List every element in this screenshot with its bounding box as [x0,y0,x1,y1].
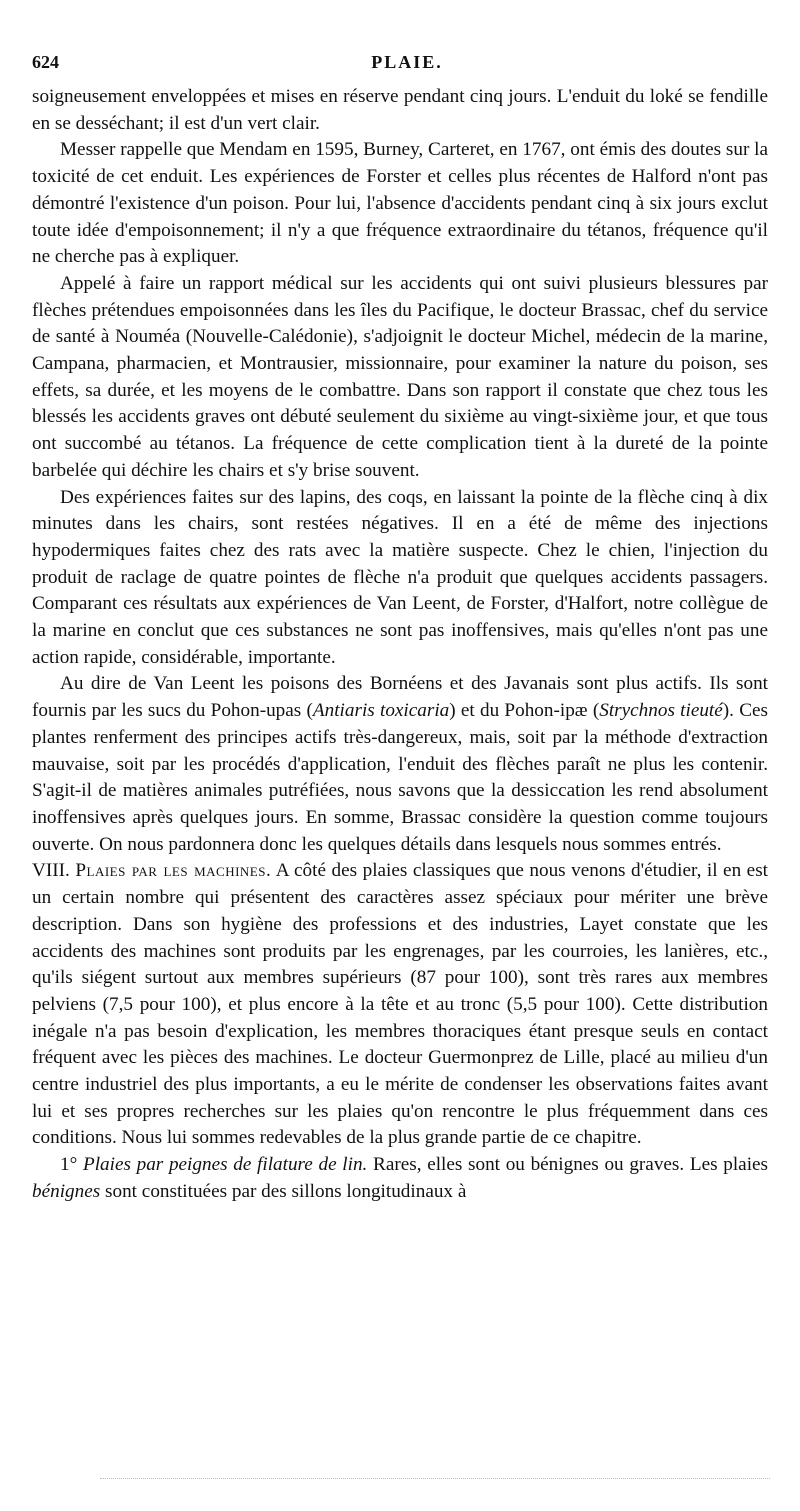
section-heading: Plaies par les machines. [75,860,272,882]
running-head [32,52,782,78]
bottom-rule [100,1478,770,1480]
text-run: Au dire de Van Leent les poisons des Bornéens et des Javanais sont plus actifs. Ils sont fournis par les sucs du Pohon-upas ( [32,673,768,722]
page-number: 624 [32,52,59,72]
text-run: Rares, elles sont ou bénignes ou graves. Les plaies [367,1154,769,1176]
italic-term: bénignes [32,1180,101,1202]
text-run: A côté des plaies classiques que nous venons d'étudier, il en est un certain nombre qui présentent des caractères assez spéciaux pour mériter une brève description. Dans son hygiène des professions et des industries, Layet constate que les accidents des machines sont produits par les engrenages, par les courroies, les lanières, etc., qu'ils siégent surtout aux membres supérieurs (87 pour 100), sont très rares aux membres pelviens (7,5 pour 100), et plus encore à la tête et au tronc (5,5 pour 100). Cette distribution inégale n'a pas besoin d'explication, les membres thoraciques étant presque seuls en contact fréquent avec les pièces des machines. Le docteur Guermonprez de Lille, placé au milieu d'un centre industriel des plus importants, a eu le mérite de condenser les observations faites avant lui et ses propres recherches sur les plaies qu'on rencontre le plus fréquemment dans ces conditions. Nous lui sommes redevables de la plus grande partie de ce chapitre. [32,860,768,1149]
italic-species-name: Antiaris toxicaria [312,700,450,722]
paragraph-section-viii [32,858,768,1152]
paragraph-messer: Messer rappelle que Mendam en 1595, Burney, Carteret, en 1767, ont émis des doutes sur la toxicité de cet enduit. Les expériences de Forster et celles plus récentes de Halford n'ont pas démontré l'existence d'un poison. Pour lui, l'absence d'accidents pendant cinq à six jours exclut toute idée d'empoisonnement; il n'y a que fréquence extraordinaire du tétanos, fréquence qu'il ne cherche pas à expliquer. [32,139,768,268]
paragraph-experiments: Des expériences faites sur des lapins, des coqs, en laissant la pointe de la flèche cinq à dix minutes dans les chairs, sont restées négatives. Il en a été de même des injections hypodermiques faites chez des rats avec la matière suspecte. Chez le chien, l'injection du produit de raclage de quatre pointes de flèche n'a produit que quelques accidents passagers. Comparant ces résultats aux expériences de Van Leent, de Forster, d'Halfort, notre collègue de la marine en conclut que ces substances ne sont pas inoffensives, mais qu'elles n'ont pas une action rapide, considérable, importante. [32,486,768,668]
section-number: VIII. [32,860,70,882]
text-run: ). Ces plantes renferment des principes actifs très-dangereux, mais, soit par la méthode d'extraction mauvaise, soit par les procédés d'application, l'enduit des flèches paraît ne plus les contenir. S'agit-il de matières animales putréfiées, nous savons que la dessiccation les rend absolument inoffensives après quelques jours. En somme, Brassac considère la question comme toujours ouverte. On nous pardonnera donc les quelques détails dans lesquels nous sommes entrés. [32,700,768,855]
paragraph-van-leent [32,671,768,858]
paragraph-continuation: soigneusement enveloppées et mises en réserve pendant cinq jours. L'enduit du loké se fendille en se desséchant; il est d'un vert clair. [32,86,768,134]
italic-species-name: Strychnos tieuté [599,700,723,722]
text-run: sont constituées par des sillons longitudinaux à [100,1180,467,1202]
paragraph-peignes [32,1152,768,1205]
running-title: PLAIE. [371,52,443,72]
text-run: ) et du Pohon-ipæ ( [449,700,600,722]
item-number: 1° [60,1154,78,1176]
italic-subheading: Plaies par peignes de filature de lin. [82,1154,368,1176]
body-text [32,84,768,1206]
paragraph-brassac-report: Appelé à faire un rapport médical sur les accidents qui ont suivi plusieurs blessures par flèches prétendues empoisonnées dans les îles du Pacifique, le docteur Brassac, chef du service de santé à Nouméa (Nouvelle-Calédonie), s'adjoignit le docteur Michel, médecin de la marine, Campana, pharmacien, et Montrausier, missionnaire, pour examiner la nature du poison, ses effets, sa durée, et les moyens de le combattre. Dans son rapport il constate que chez tous les blessés les accidents graves ont débuté seulement du sixième au vingt-sixième jour, et que tous ont succombé au tétanos. La fréquence de cette complication tient à la dureté de la pointe barbelée qui déchire les chairs et s'y brise souvent. [32,272,768,481]
